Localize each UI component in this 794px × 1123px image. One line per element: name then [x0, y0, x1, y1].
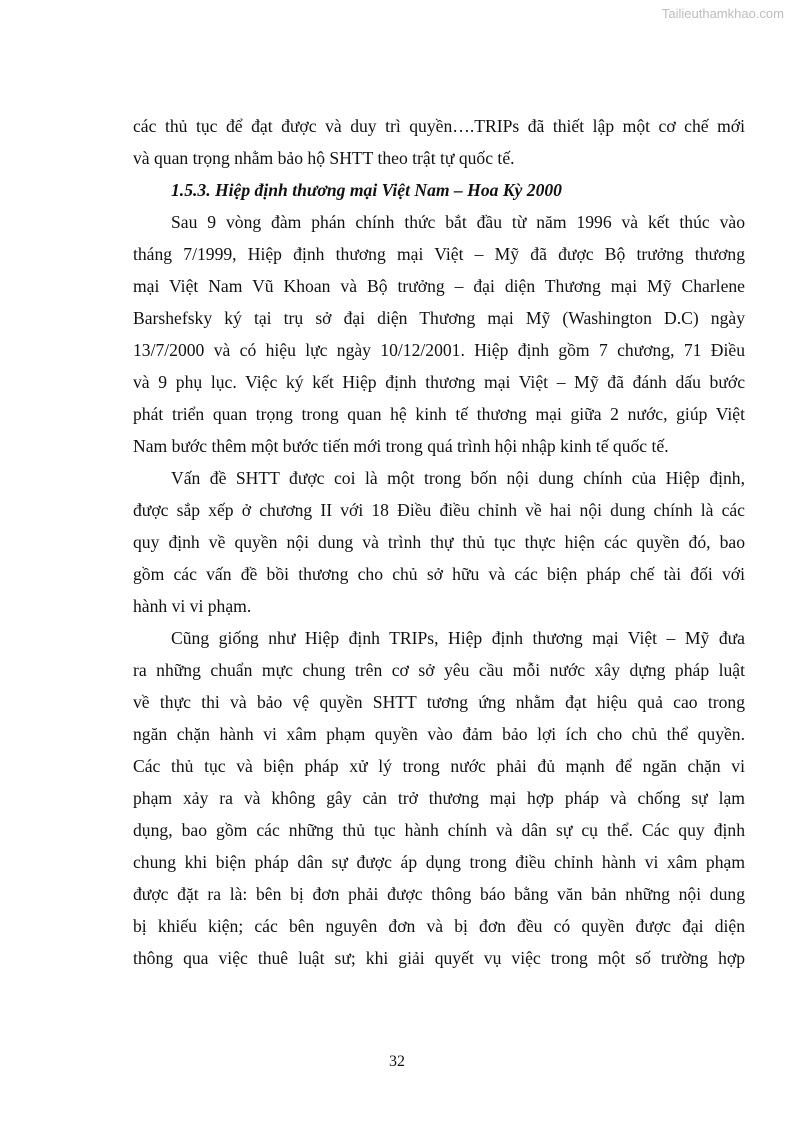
section-heading: 1.5.3. Hiệp định thương mại Việt Nam – Hoa Kỳ 2000 — [171, 180, 562, 200]
text-line: ngăn chặn hành vi xâm phạm quyền vào đảm bảo lợi ích cho chủ thể quyền. — [133, 724, 745, 744]
text-line: 13/7/2000 và có hiệu lực ngày 10/12/2001. Hiệp định gồm 7 chương, 71 Điều — [133, 340, 745, 360]
text-line: được đặt ra là: bên bị đơn phải được thông báo bằng văn bản những nội dung — [133, 884, 745, 904]
text-line: về thực thi và bảo vệ quyền SHTT tương ứng nhằm đạt hiệu quả cao trong — [133, 692, 745, 712]
text-line: và quan trọng nhằm bảo hộ SHTT theo trật tự quốc tế. — [133, 148, 515, 168]
text-line: các thủ tục để đạt được và duy trì quyền….TRIPs đã thiết lập một cơ chế mới — [133, 116, 745, 136]
text-line: được sắp xếp ở chương II với 18 Điều điều chỉnh về hai nội dung chính là các — [133, 500, 745, 520]
text-line: quy định về quyền nội dung và trình thự thủ tục thực hiện các quyền đó, bao — [133, 532, 745, 552]
text-line: tháng 7/1999, Hiệp định thương mại Việt – Mỹ đã được Bộ trưởng thương — [133, 244, 745, 264]
document-body — [133, 110, 745, 974]
text-line: và 9 phụ lục. Việc ký kết Hiệp định thương mại Việt – Mỹ đã đánh dấu bước — [133, 372, 745, 392]
text-line: Barshefsky ký tại trụ sở đại diện Thương mại Mỹ (Washington D.C) ngày — [133, 308, 745, 328]
text-line: phạm xảy ra và không gây cản trở thương mại hợp pháp và chống sự lạm — [133, 788, 745, 808]
text-line: gồm các vấn đề bồi thương cho chủ sở hữu và các biện pháp chế tài đối với — [133, 564, 745, 584]
text-line: phát triển quan trọng trong quan hệ kinh tế thương mại giữa 2 nước, giúp Việt — [133, 404, 745, 424]
text-line: chung khi biện pháp dân sự được áp dụng trong điều chỉnh hành vi xâm phạm — [133, 852, 745, 872]
text-line: Cũng giống như Hiệp định TRIPs, Hiệp định thương mại Việt – Mỹ đưa — [171, 628, 745, 648]
text-line: ra những chuẩn mực chung trên cơ sở yêu cầu mỗi nước xây dựng pháp luật — [133, 660, 745, 680]
text-line: thông qua việc thuê luật sư; khi giải quyết vụ việc trong một số trường hợp — [133, 948, 745, 968]
page-number: 32 — [389, 1053, 405, 1070]
text-line: Sau 9 vòng đàm phán chính thức bắt đầu từ năm 1996 và kết thúc vào — [171, 212, 745, 232]
text-line: dụng, bao gồm các những thủ tục hành chính và dân sự cụ thể. Các quy định — [133, 820, 745, 840]
watermark: Tailieuthamkhao.com — [661, 6, 784, 21]
text-line: mại Việt Nam Vũ Khoan và Bộ trưởng – đại diện Thương mại Mỹ Charlene — [133, 276, 745, 296]
text-line: Vấn đề SHTT được coi là một trong bốn nội dung chính của Hiệp định, — [171, 468, 745, 488]
text-line: Các thủ tục và biện pháp xử lý trong nước phải đủ mạnh để ngăn chặn vi — [133, 756, 745, 776]
text-line: hành vi vi phạm. — [133, 596, 252, 616]
text-line: bị khiếu kiện; các bên nguyên đơn và bị đơn đều có quyền được đại diện — [133, 916, 745, 936]
text-line: Nam bước thêm một bước tiến mới trong quá trình hội nhập kinh tế quốc tế. — [133, 436, 669, 456]
